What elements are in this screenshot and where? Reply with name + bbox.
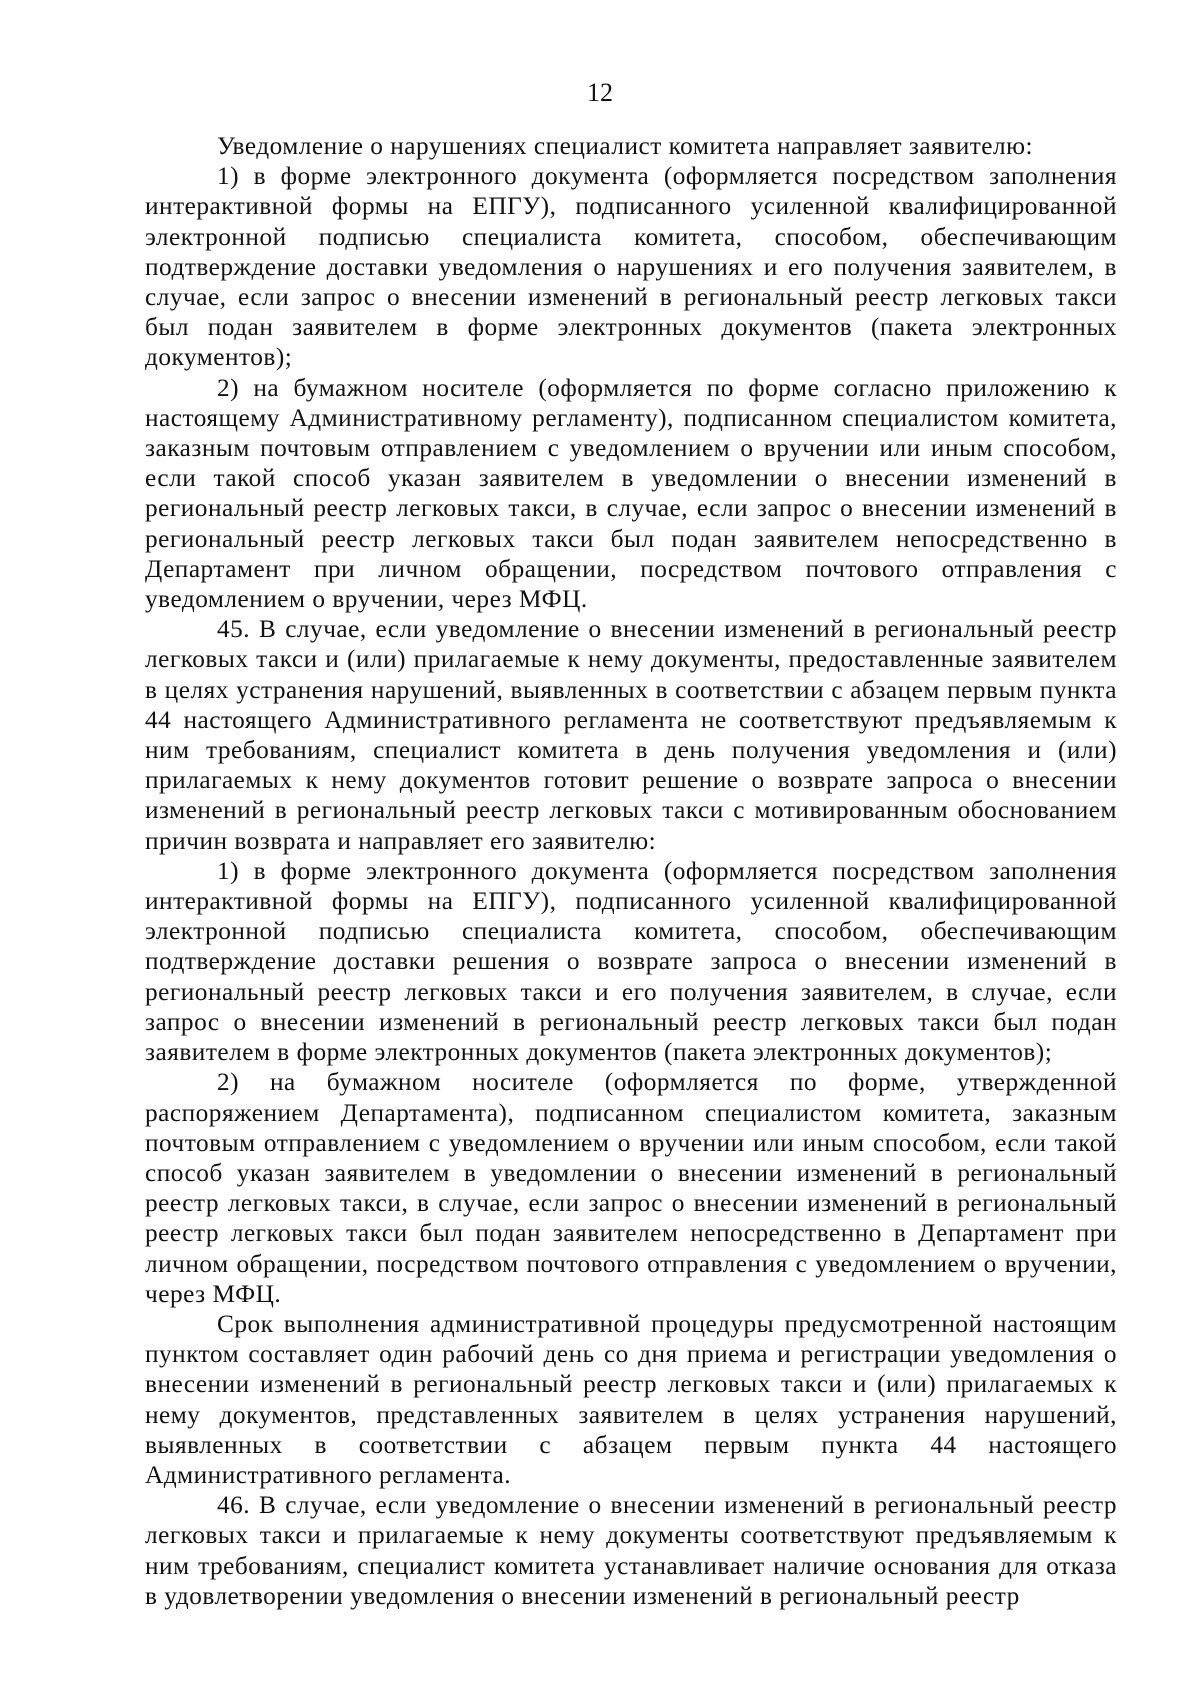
page-number: 12 bbox=[587, 78, 613, 107]
paragraph-paper-notice: 2) на бумажном носителе (оформляется по форме согласно приложению к настоящему Административному регламенту), подписанном специалистом комитета, заказным почтовым отправлением с уведомлением о вручении или иным способом, если такой способ указан заявителем в уведомлении о внесении изменений в региональный реестр легковых такси, в случае, если запрос о внесении изменений в региональный реестр легковых такси был подан заявителем непосредственно в Департамент при личном обращении, посредством почтового отправления с уведомлением о вручении, через МФЦ. bbox=[145, 373, 1117, 614]
paragraph-electronic-return: 1) в форме электронного документа (оформляется посредством заполнения интерактивной формы на ЕПГУ), подписанного усиленной квалифицированной электронной подписью специалиста комитета, способом, обеспечивающим подтверждение доставки решения о возврате запроса о внесении изменений в региональный реестр легковых такси и его получения заявителем, в случае, если запрос о внесении изменений в региональный реестр легковых такси был подан заявителем в форме электронных документов (пакета электронных документов); bbox=[145, 856, 1117, 1067]
paragraph-notice-intro: Уведомление о нарушениях специалист комитета направляет заявителю: bbox=[217, 132, 1034, 160]
paragraph-clause-46: 46. В случае, если уведомление о внесении изменений в региональный реестр легковых такси и прилагаемые к нему документы соответствуют предъявляемым к ним требованиям, специалист комитета устанавливает наличие основания для отказа в удовлетворении уведомления о внесении изменений в региональный реестр bbox=[145, 1491, 1117, 1610]
paragraph-deadline: Срок выполнения административной процедуры предусмотренной настоящим пунктом составляет один рабочий день со дня приема и регистрации уведомления о внесении изменений в региональный реестр легковых такси и (или) прилагаемых к нему документов, представленных заявителем в целях устранения нарушений, выявленных в соответствии с абзацем первым пункта 44 настоящего Административного регламента. bbox=[145, 1309, 1117, 1489]
document-body bbox=[145, 131, 1117, 1611]
paragraph-electronic-notice: 1) в форме электронного документа (оформляется посредством заполнения интерактивной формы на ЕПГУ), подписанного усиленной квалифицированной электронной подписью специалиста комитета, способом, обеспечивающим подтверждение доставки уведомления о нарушениях и его получения заявителем, в случае, если запрос о внесении изменений в региональный реестр легковых такси был подан заявителем в форме электронных документов (пакета электронных документов); bbox=[145, 162, 1117, 372]
paragraph-paper-return: 2) на бумажном носителе (оформляется по форме, утвержденной распоряжением Департамента), подписанном специалистом комитета, заказным почтовым отправлением с уведомлением о вручении или иным способом, если такой способ указан заявителем в уведомлении о внесении изменений в региональный реестр легковых такси, в случае, если запрос о внесении изменений в региональный реестр легковых такси был подан заявителем непосредственно в Департамент при личном обращении, посредством почтового отправления с уведомлением о вручении, через МФЦ. bbox=[145, 1068, 1117, 1308]
paragraph-clause-45: 45. В случае, если уведомление о внесении изменений в региональный реестр легковых такси и (или) прилагаемые к нему документы, предоставленные заявителем в целях устранения нарушений, выявленных в соответствии с абзацем первым пункта 44 настоящего Административного регламента не соответствуют предъявляемым к ним требованиям, специалист комитета в день получения уведомления и (или) прилагаемых к нему документов готовит решение о возврате запроса о внесении изменений в региональный реестр легковых такси с мотивированным обоснованием причин возврата и направляет его заявителю: bbox=[145, 615, 1117, 855]
